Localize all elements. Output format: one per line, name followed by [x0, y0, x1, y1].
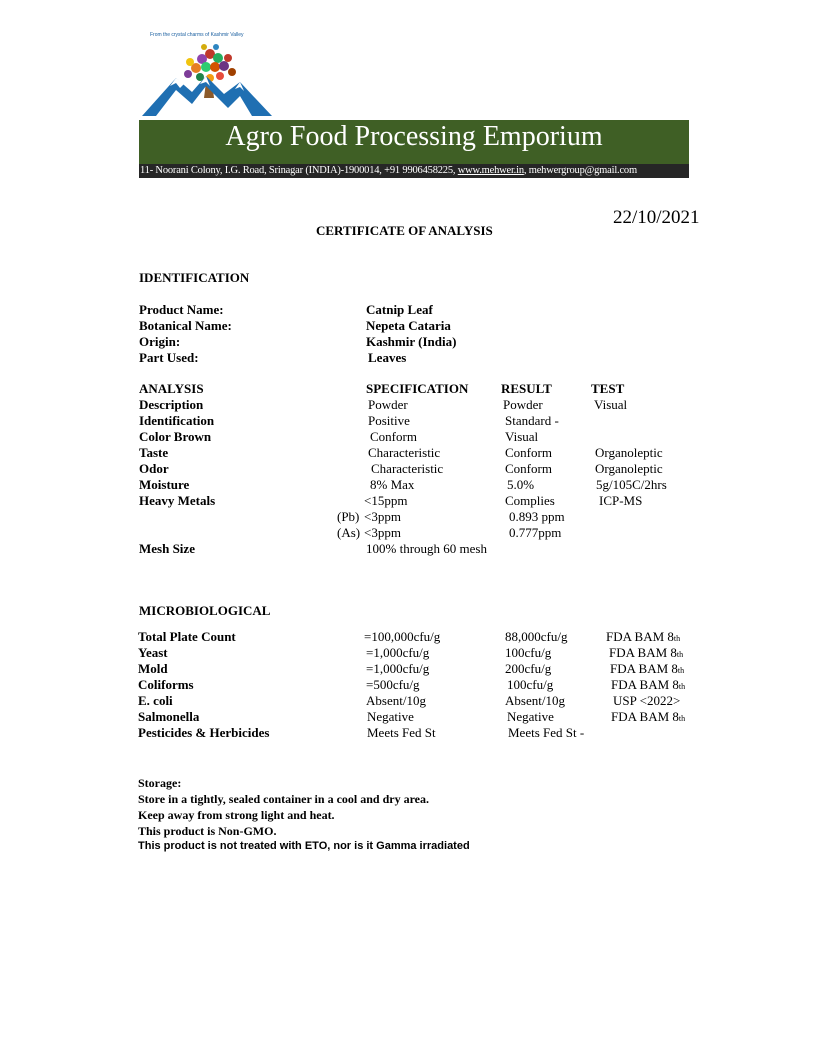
micro-name: Pesticides & Herbicides [138, 725, 270, 740]
logo-tagline: From the crystal charms of Kashmir Valley [150, 32, 244, 38]
micro-test-method: FDA BAM 8 [611, 677, 679, 692]
analysis-test: 5g/105C/2hrs [596, 477, 667, 492]
micro-test-suffix: th [677, 666, 685, 675]
micro-test [606, 629, 680, 645]
analysis-name: Mesh Size [139, 541, 195, 556]
analysis-test: Organoleptic [595, 445, 663, 460]
analysis-result: 0.893 ppm [509, 509, 565, 524]
micro-spec: =500cfu/g [366, 677, 420, 692]
analysis-name: Odor [139, 461, 169, 476]
micro-test-method: FDA BAM 8 [606, 629, 674, 644]
mountain-tree-icon [140, 32, 274, 120]
micro-spec: Absent/10g [366, 693, 426, 708]
micro-test [611, 709, 685, 725]
ident-value: Leaves [368, 350, 407, 365]
element-symbol: (Pb) [337, 509, 360, 524]
analysis-test: Organoleptic [595, 461, 663, 476]
microbiological-heading: MICROBIOLOGICAL [139, 603, 271, 618]
analysis-spec: Conform [370, 429, 417, 444]
micro-test [613, 693, 680, 709]
micro-test-method: USP <2022> [613, 693, 681, 708]
analysis-name: Color Brown [139, 429, 212, 444]
micro-result: 100cfu/g [505, 645, 552, 660]
analysis-header: SPECIFICATION [366, 381, 469, 396]
micro-result: Absent/10g [505, 693, 565, 708]
address-bar [139, 164, 689, 178]
element-symbol: (As) [337, 525, 361, 540]
analysis-name: Identification [139, 413, 215, 428]
storage-line: This product is Non-GMO. [138, 824, 277, 838]
micro-spec: Meets Fed St [367, 725, 436, 740]
micro-spec: Negative [367, 709, 414, 724]
micro-test-suffix: th [673, 634, 681, 643]
micro-test-method: FDA BAM 8 [609, 645, 677, 660]
analysis-result: Conform [505, 461, 552, 476]
document-title: CERTIFICATE OF ANALYSIS [316, 223, 493, 238]
storage-heading: Storage: [138, 776, 182, 790]
email-text: , mehwergroup@gmail.com [523, 165, 637, 176]
micro-test [611, 677, 685, 693]
analysis-name: Description [139, 397, 204, 412]
micro-spec: =100,000cfu/g [364, 629, 441, 644]
identification-heading: IDENTIFICATION [139, 270, 250, 285]
micro-result: 88,000cfu/g [505, 629, 568, 644]
micro-test-method: FDA BAM 8 [610, 661, 678, 676]
micro-spec: =1,000cfu/g [366, 661, 430, 676]
ident-label: Botanical Name: [139, 318, 232, 333]
ident-value: Catnip Leaf [366, 302, 433, 317]
ident-value: Nepeta Cataria [366, 318, 451, 333]
ident-label: Product Name: [139, 302, 224, 317]
certificate-date: 22/10/2021 [613, 207, 700, 228]
analysis-spec: Powder [368, 397, 408, 412]
company-name: Agro Food Processing Emporium [225, 121, 603, 152]
micro-name: E. coli [138, 693, 173, 708]
micro-spec: =1,000cfu/g [366, 645, 430, 660]
storage-line: Keep away from strong light and heat. [138, 808, 335, 822]
analysis-spec: 100% through 60 mesh [366, 541, 487, 556]
micro-name: Mold [138, 661, 168, 676]
analysis-header: TEST [591, 381, 625, 396]
micro-name: Yeast [138, 645, 168, 660]
irradiation-note: This product is not treated with ETO, nor is it Gamma irradiated [138, 840, 470, 852]
address-text: 11- Noorani Colony, I.G. Road, Srinagar (INDIA)-1900014, +91 9906458225, [140, 165, 458, 176]
micro-name: Coliforms [138, 677, 194, 692]
analysis-spec: <3ppm [364, 509, 401, 524]
ident-label: Part Used: [139, 350, 199, 365]
ident-label: Origin: [139, 334, 181, 349]
micro-name: Total Plate Count [138, 629, 236, 644]
analysis-spec: <3ppm [364, 525, 401, 540]
analysis-spec: Characteristic [368, 445, 441, 460]
analysis-test: ICP-MS [599, 493, 643, 508]
analysis-spec: Characteristic [371, 461, 444, 476]
analysis-result: Visual [505, 429, 539, 444]
ident-value: Kashmir (India) [366, 334, 457, 349]
analysis-result: Complies [505, 493, 555, 508]
company-logo [140, 32, 274, 120]
micro-test-suffix: th [678, 714, 686, 723]
analysis-name: Taste [139, 445, 169, 460]
micro-result: 200cfu/g [505, 661, 552, 676]
analysis-header: ANALYSIS [139, 381, 204, 396]
micro-test [610, 661, 684, 677]
website-link[interactable]: www.mehwer.in [457, 165, 524, 176]
micro-result: 100cfu/g [507, 677, 554, 692]
micro-test-method: FDA BAM 8 [611, 709, 679, 724]
micro-result: Meets Fed St - [508, 725, 585, 740]
analysis-name: Moisture [139, 477, 190, 492]
micro-name: Salmonella [138, 709, 200, 724]
analysis-result: Powder [503, 397, 543, 412]
micro-test-suffix: th [676, 650, 684, 659]
micro-test-suffix: th [678, 682, 686, 691]
company-banner [139, 120, 689, 164]
storage-line: Store in a tightly, sealed container in a cool and dry area. [138, 792, 430, 806]
company-address [140, 164, 637, 178]
analysis-result: 0.777ppm [509, 525, 562, 540]
analysis-result: Standard - [505, 413, 559, 428]
micro-test [609, 645, 683, 661]
analysis-test: Visual [594, 397, 628, 412]
analysis-result: Conform [505, 445, 552, 460]
analysis-header: RESULT [501, 381, 552, 396]
micro-result: Negative [507, 709, 554, 724]
analysis-spec: 8% Max [370, 477, 415, 492]
analysis-spec: Positive [368, 413, 410, 428]
analysis-result: 5.0% [507, 477, 535, 492]
analysis-spec: <15ppm [364, 493, 408, 508]
analysis-name: Heavy Metals [139, 493, 216, 508]
